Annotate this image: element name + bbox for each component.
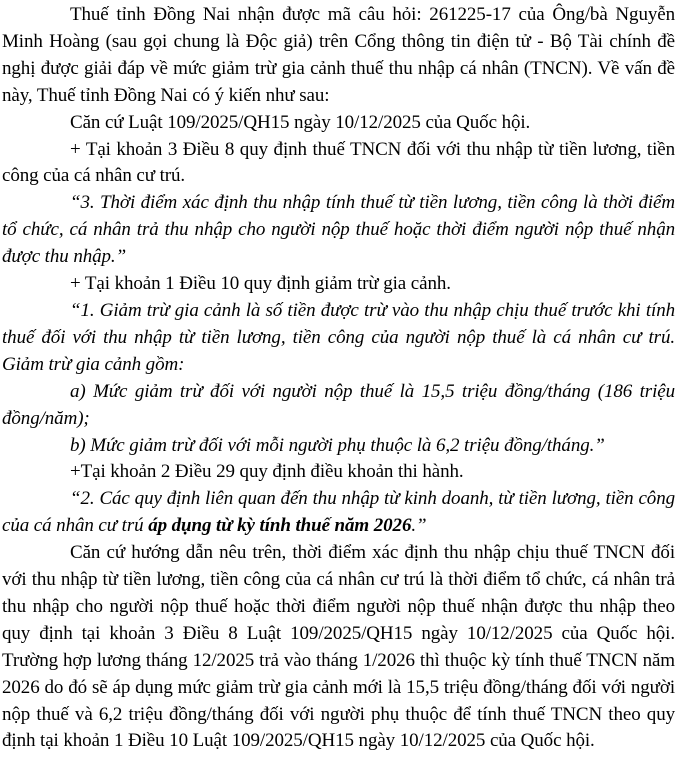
clause-3-article-8-intro: + Tại khoản 3 Điều 8 quy định thuế TNCN đối với thu nhập từ tiền lương, tiền công của cá nhân cư trú.: [2, 138, 675, 187]
legal-basis-line: Căn cứ Luật 109/2025/QH15 ngày 10/12/2025 của Quốc hội.: [70, 111, 531, 133]
quote-clause-2-bold-emphasis: áp dụng từ kỳ tính thuế năm 2026: [148, 515, 412, 537]
quote-clause-2-article-29: [2, 486, 675, 540]
quote-clause-2-tail: .”: [411, 515, 427, 537]
clause-1-article-10-intro: + Tại khoản 1 Điều 10 quy định giảm trừ gia cảnh.: [70, 273, 451, 295]
quote-clause-2-lead: “2. Các quy định liên quan đến thu nhập từ kinh doanh, từ tiền lương, tiền công của cá nhân cư trú: [2, 488, 675, 537]
quote-clause-1-article-10: “1. Giảm trừ gia cảnh là số tiền được trừ vào thu nhập chịu thuế trước khi tính thuế đối với thu nhập từ tiền lương, tiền công của người nộp thuế là cá nhân cư trú. Giảm trừ gia cảnh gồm:: [2, 299, 675, 375]
clause-2-article-29-intro: +Tại khoản 2 Điều 29 quy định điều khoản thi hành.: [70, 461, 464, 483]
conclusion-paragraph: Căn cứ hướng dẫn nêu trên, thời điểm xác định thu nhập chịu thuế TNCN đối với thu nhập từ tiền lương, tiền công của cá nhân cư trú là thời điểm tổ chức, cá nhân trả thu nhập cho người nộp thuế hoặc thời điểm người nộp thuế nhận được thu nhập theo quy định tại khoản 3 Điều 8 Luật 109/2025/QH15 ngày 10/12/2025 của Quốc hội. Trường hợp lương tháng 12/2025 trả vào tháng 1/2026 thì thuộc kỳ tính thuế TNCN năm 2026 do đó sẽ áp dụng mức giảm trừ gia cảnh mới là 15,5 triệu đồng/tháng đối với người nộp thuế và 6,2 triệu đồng/tháng đối với người phụ thuộc để tính thuế TNCN theo quy định tại khoản 1 Điều 10 Luật 109/2025/QH15 ngày 10/12/2025 của Quốc hội.: [2, 542, 675, 752]
quote-point-a-deduction-taxpayer: a) Mức giảm trừ đối với người nộp thuế là 15,5 triệu đồng/tháng (186 triệu đồng/năm);: [2, 380, 675, 429]
quote-point-b-deduction-dependent: b) Mức giảm trừ đối với mỗi người phụ thuộc là 6,2 triệu đồng/tháng.”: [70, 434, 605, 456]
quote-clause-3-article-8: “3. Thời điểm xác định thu nhập tính thuế từ tiền lương, tiền công là thời điểm tổ chức, cá nhân trả thu nhập cho người nộp thuế hoặc thời điểm người nộp thuế nhận được thu nhập.”: [2, 192, 675, 268]
intro-paragraph: Thuế tỉnh Đồng Nai nhận được mã câu hỏi: 261225-17 của Ông/bà Nguyễn Minh Hoàng (sau gọi chung là Độc giả) trên Cổng thông tin điện tử - Bộ Tài chính đề nghị được giải đáp về mức giảm trừ gia cảnh thuế thu nhập cá nhân (TNCN). Về vấn đề này, Thuế tỉnh Đồng Nai có ý kiến như sau:: [2, 4, 675, 106]
